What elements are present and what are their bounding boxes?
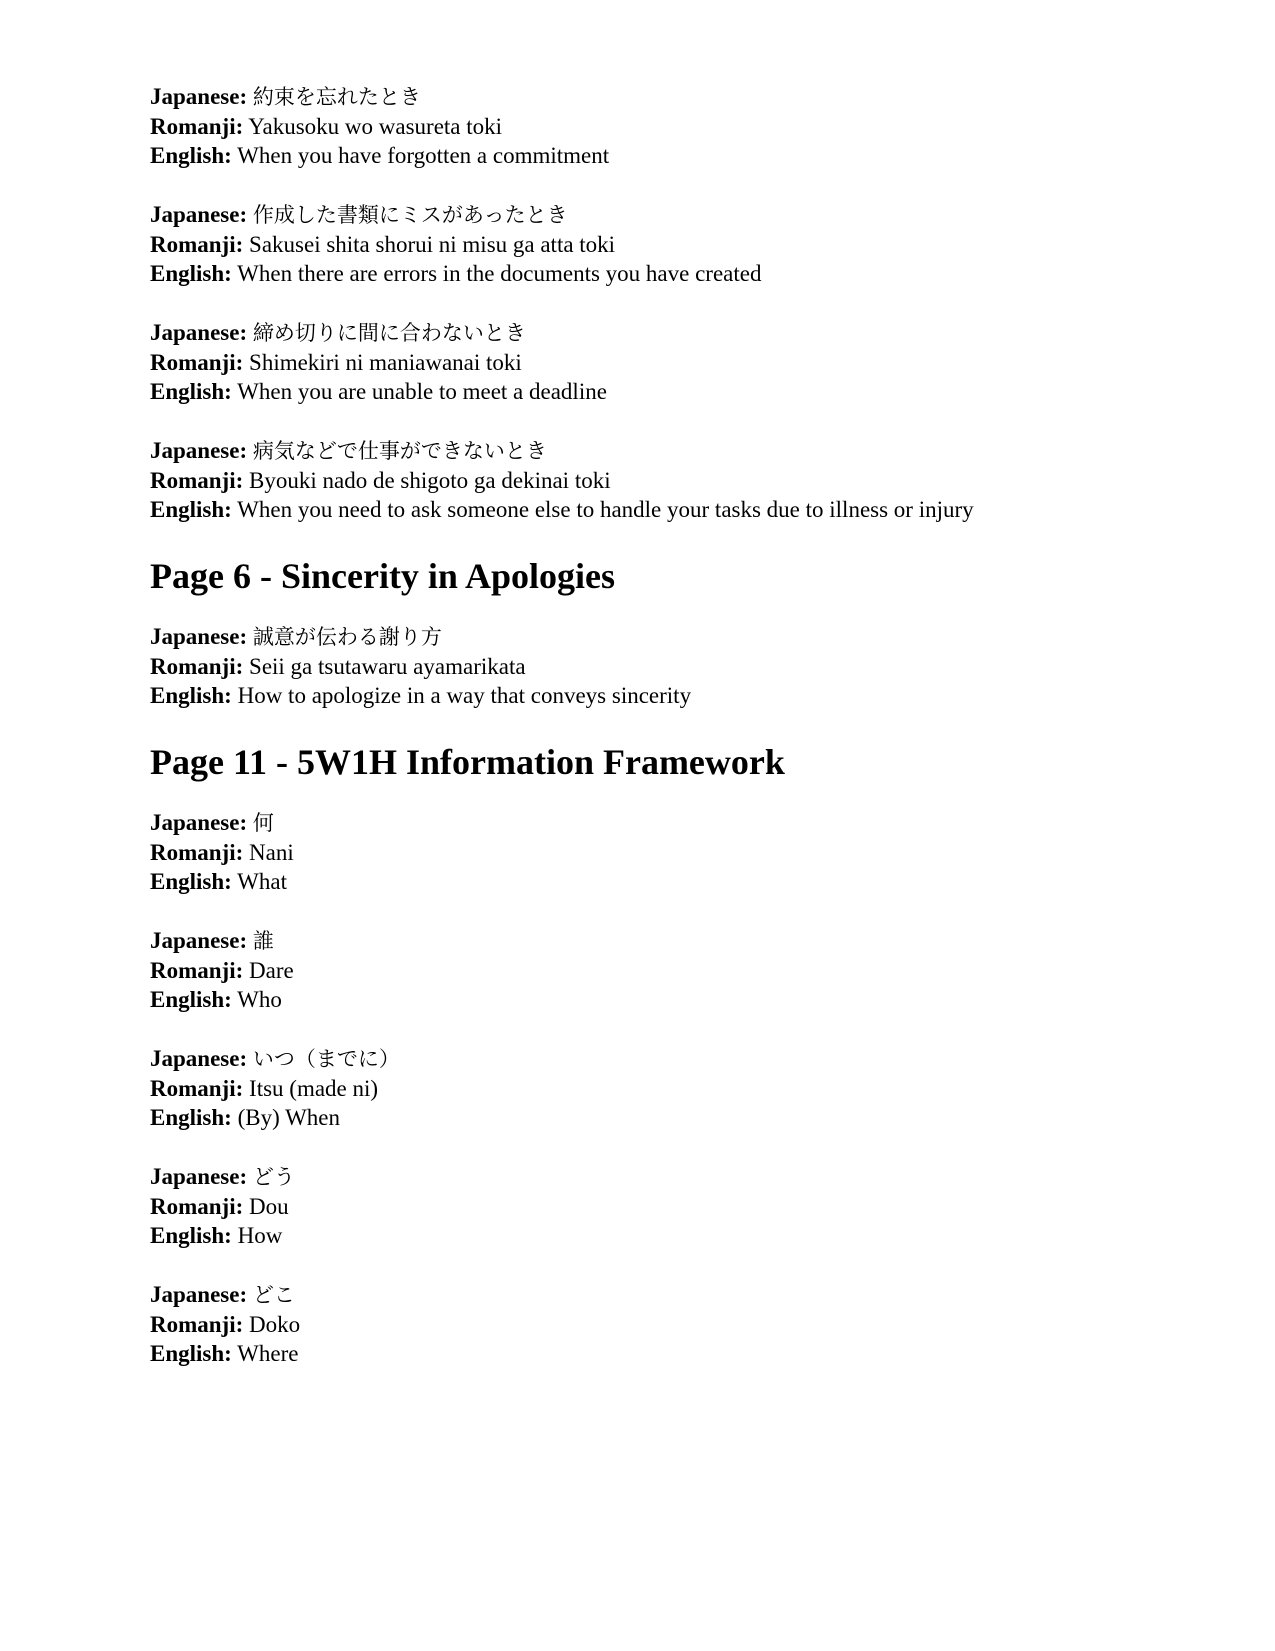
english-text: When you need to ask someone else to handle your tasks due to illness or injury — [237, 497, 974, 522]
japanese-label: Japanese: — [150, 202, 248, 227]
japanese-text: 何 — [252, 811, 274, 835]
romanji-line — [150, 838, 1230, 867]
vocab-entry — [150, 1280, 1230, 1368]
japanese-label: Japanese: — [150, 320, 248, 345]
romanji-line — [150, 348, 1230, 377]
japanese-text: 病気などで仕事ができないとき — [252, 439, 547, 463]
japanese-text: 誠意が伝わる謝り方 — [252, 625, 442, 649]
english-line — [150, 867, 1230, 896]
romanji-label: Romanji: — [150, 958, 244, 983]
romanji-text: Doko — [249, 1312, 301, 1337]
japanese-label: Japanese: — [150, 624, 248, 649]
vocab-entry — [150, 318, 1230, 406]
english-text: When there are errors in the documents you have created — [237, 261, 762, 286]
romanji-text: Nani — [249, 840, 294, 865]
english-line — [150, 681, 1230, 710]
document-page — [150, 82, 1230, 1398]
japanese-label: Japanese: — [150, 84, 248, 109]
english-label: English: — [150, 379, 232, 404]
english-line — [150, 1221, 1230, 1250]
japanese-line — [150, 436, 1230, 466]
japanese-label: Japanese: — [150, 1164, 248, 1189]
romanji-text: Dare — [249, 958, 294, 983]
romanji-line — [150, 1074, 1230, 1103]
romanji-text: Shimekiri ni maniawanai toki — [249, 350, 522, 375]
japanese-line — [150, 1162, 1230, 1192]
romanji-label: Romanji: — [150, 114, 244, 139]
romanji-label: Romanji: — [150, 350, 244, 375]
english-label: English: — [150, 987, 232, 1012]
japanese-text: どこ — [252, 1283, 295, 1307]
romanji-line — [150, 956, 1230, 985]
japanese-line — [150, 1280, 1230, 1310]
english-text: When you have forgotten a commitment — [237, 143, 610, 168]
vocab-entry — [150, 436, 1230, 524]
english-label: English: — [150, 683, 232, 708]
japanese-text: 誰 — [252, 929, 274, 953]
english-line — [150, 1339, 1230, 1368]
japanese-label: Japanese: — [150, 1282, 248, 1307]
japanese-line — [150, 82, 1230, 112]
english-line — [150, 495, 1230, 524]
romanji-text: Byouki nado de shigoto ga dekinai toki — [249, 468, 611, 493]
romanji-label: Romanji: — [150, 1076, 244, 1101]
japanese-text: 約束を忘れたとき — [252, 85, 421, 109]
english-label: English: — [150, 1223, 232, 1248]
english-line — [150, 141, 1230, 170]
english-text: (By) When — [237, 1105, 340, 1130]
romanji-line — [150, 652, 1230, 681]
section-heading: Page 6 - Sincerity in Apologies — [150, 556, 615, 596]
vocab-entry — [150, 808, 1230, 896]
japanese-line — [150, 622, 1230, 652]
romanji-label: Romanji: — [150, 1312, 244, 1337]
romanji-label: Romanji: — [150, 654, 244, 679]
english-text: Who — [237, 987, 282, 1012]
english-text: When you are unable to meet a deadline — [237, 379, 607, 404]
english-line — [150, 985, 1230, 1014]
english-label: English: — [150, 1341, 232, 1366]
romanji-line — [150, 1192, 1230, 1221]
japanese-line — [150, 808, 1230, 838]
romanji-line — [150, 1310, 1230, 1339]
japanese-text: 締め切りに間に合わないとき — [252, 321, 526, 345]
section-5w1h — [150, 740, 1230, 1368]
romanji-text: Itsu (made ni) — [249, 1076, 379, 1101]
vocab-entry — [150, 1162, 1230, 1250]
english-text: How to apologize in a way that conveys sincerity — [237, 683, 692, 708]
japanese-text: いつ（までに） — [252, 1047, 400, 1071]
section-heading: Page 11 - 5W1H Information Framework — [150, 742, 785, 782]
japanese-label: Japanese: — [150, 810, 248, 835]
english-line — [150, 377, 1230, 406]
romanji-text: Seii ga tsutawaru ayamarikata — [249, 654, 526, 679]
english-text: How — [237, 1223, 283, 1248]
vocab-entry — [150, 622, 1230, 710]
vocab-entry — [150, 82, 1230, 170]
english-label: English: — [150, 143, 232, 168]
section-sincerity — [150, 554, 1230, 710]
romanji-text: Sakusei shita shorui ni misu ga atta toki — [249, 232, 616, 257]
japanese-label: Japanese: — [150, 928, 248, 953]
japanese-label: Japanese: — [150, 1046, 248, 1071]
romanji-label: Romanji: — [150, 840, 244, 865]
romanji-line — [150, 112, 1230, 141]
section-continuation — [150, 82, 1230, 524]
japanese-line — [150, 926, 1230, 956]
romanji-label: Romanji: — [150, 1194, 244, 1219]
english-line — [150, 259, 1230, 288]
romanji-line — [150, 230, 1230, 259]
english-label: English: — [150, 497, 232, 522]
vocab-entry — [150, 926, 1230, 1014]
english-text: What — [237, 869, 287, 894]
english-label: English: — [150, 261, 232, 286]
japanese-text: どう — [252, 1165, 295, 1189]
english-text: Where — [237, 1341, 299, 1366]
vocab-entry — [150, 200, 1230, 288]
romanji-text: Yakusoku wo wasureta toki — [248, 114, 503, 139]
english-label: English: — [150, 1105, 232, 1130]
japanese-line — [150, 318, 1230, 348]
romanji-label: Romanji: — [150, 468, 244, 493]
japanese-text: 作成した書類にミスがあったとき — [252, 203, 568, 227]
english-label: English: — [150, 869, 232, 894]
romanji-text: Dou — [249, 1194, 289, 1219]
japanese-line — [150, 200, 1230, 230]
vocab-entry — [150, 1044, 1230, 1132]
japanese-label: Japanese: — [150, 438, 248, 463]
romanji-label: Romanji: — [150, 232, 244, 257]
romanji-line — [150, 466, 1230, 495]
english-line — [150, 1103, 1230, 1132]
japanese-line — [150, 1044, 1230, 1074]
